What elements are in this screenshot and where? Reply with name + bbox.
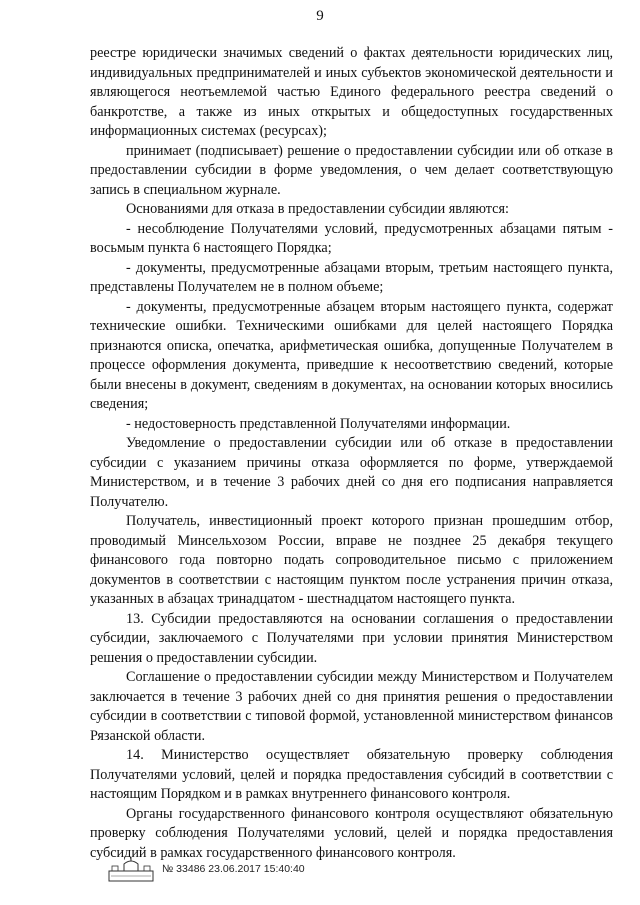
document-body — [90, 44, 613, 863]
registration-stamp: № 33486 23.06.2017 15:40:40 — [162, 863, 305, 875]
paragraph-4: - несоблюдение Получателями условий, предусмотренных абзацами пятым - восьмым пункта 6 настоящего Порядка; — [90, 220, 613, 256]
government-logo-icon — [108, 856, 154, 882]
paragraph-8: Уведомление о предоставлении субсидии или об отказе в предоставлении субсидии с указанием причины отказа оформляется по форме, утверждаемой Министерством, и в течение 3 рабочих дней со дня его подписания направляется Получателю. — [90, 435, 613, 510]
registration-footer — [108, 856, 305, 882]
paragraph-13: Органы государственного финансового контроля осуществляют обязательную проверку соблюдения Получателями условий, целей и порядка предоставления субсидий в рамках государственного финансового контроля. — [90, 805, 613, 861]
paragraph-3: Основаниями для отказа в предоставлении субсидии являются: — [126, 201, 509, 217]
paragraph-5: - документы, предусмотренные абзацами вторым, третьим настоящего пункта, представлены Получателем не в полном объеме; — [90, 259, 613, 295]
paragraph-12: 14. Министерство осуществляет обязательную проверку соблюдения Получателями условий, целей и порядка предоставления субсидий в соответствии с настоящим Порядком и в рамках внутреннего финансового контроля. — [90, 747, 613, 802]
paragraph-7: - недостоверность представленной Получателями информации. — [126, 415, 511, 432]
paragraph-10: 13. Субсидии предоставляются на основании соглашения о предоставлении субсидии, заключаемого с Получателями при условии принятия Министерством решения о предоставлении субсидии. — [90, 610, 613, 666]
page-number: 9 — [316, 8, 324, 24]
paragraph-11: Соглашение о предоставлении субсидии между Министерством и Получателем заключается в течение 3 рабочих дней со дня принятия решения о предоставлении субсидии в соответствии с типовой формой, установленной министерством финансов Рязанской области. — [90, 669, 613, 744]
paragraph-1: реестре юридически значимых сведений о фактах деятельности юридических лиц, индивидуальных предпринимателей и иных субъектов экономической деятельности и являющегося неотъемлемой частью Единого федерального реестра сведений о банкротстве, а также из иных открытых и общедоступных государственных информационных системах (ресурсах); — [90, 45, 613, 139]
paragraph-9: Получатель, инвестиционный проект которого признан прошедшим отбор, проводимый Минсельхозом России, вправе не позднее 25 декабря текущего финансового года повторно подать сопроводительное письмо с приложением документов в соответствии с настоящим пунктом после устранения причин отказа, указанных в абзацах тринадцатом - шестнадцатом настоящего пункта. — [90, 513, 613, 607]
paragraph-6: - документы, предусмотренные абзацем вторым настоящего пункта, содержат технические ошибки. Техническими ошибками для целей настоящего Порядка признаются описка, опечатка, арифметическая ошибка, допущенные Получателем в процессе оформления документа, приведшие к несоответствию сведений, которые были внесены в документ, сведениям в документах, на основании которых вносились сведения; — [90, 298, 613, 412]
paragraph-2: принимает (подписывает) решение о предоставлении субсидии или об отказе в предоставлении субсидии в форме уведомления, о чем делает соответствующую запись в специальном журнале. — [90, 142, 613, 198]
